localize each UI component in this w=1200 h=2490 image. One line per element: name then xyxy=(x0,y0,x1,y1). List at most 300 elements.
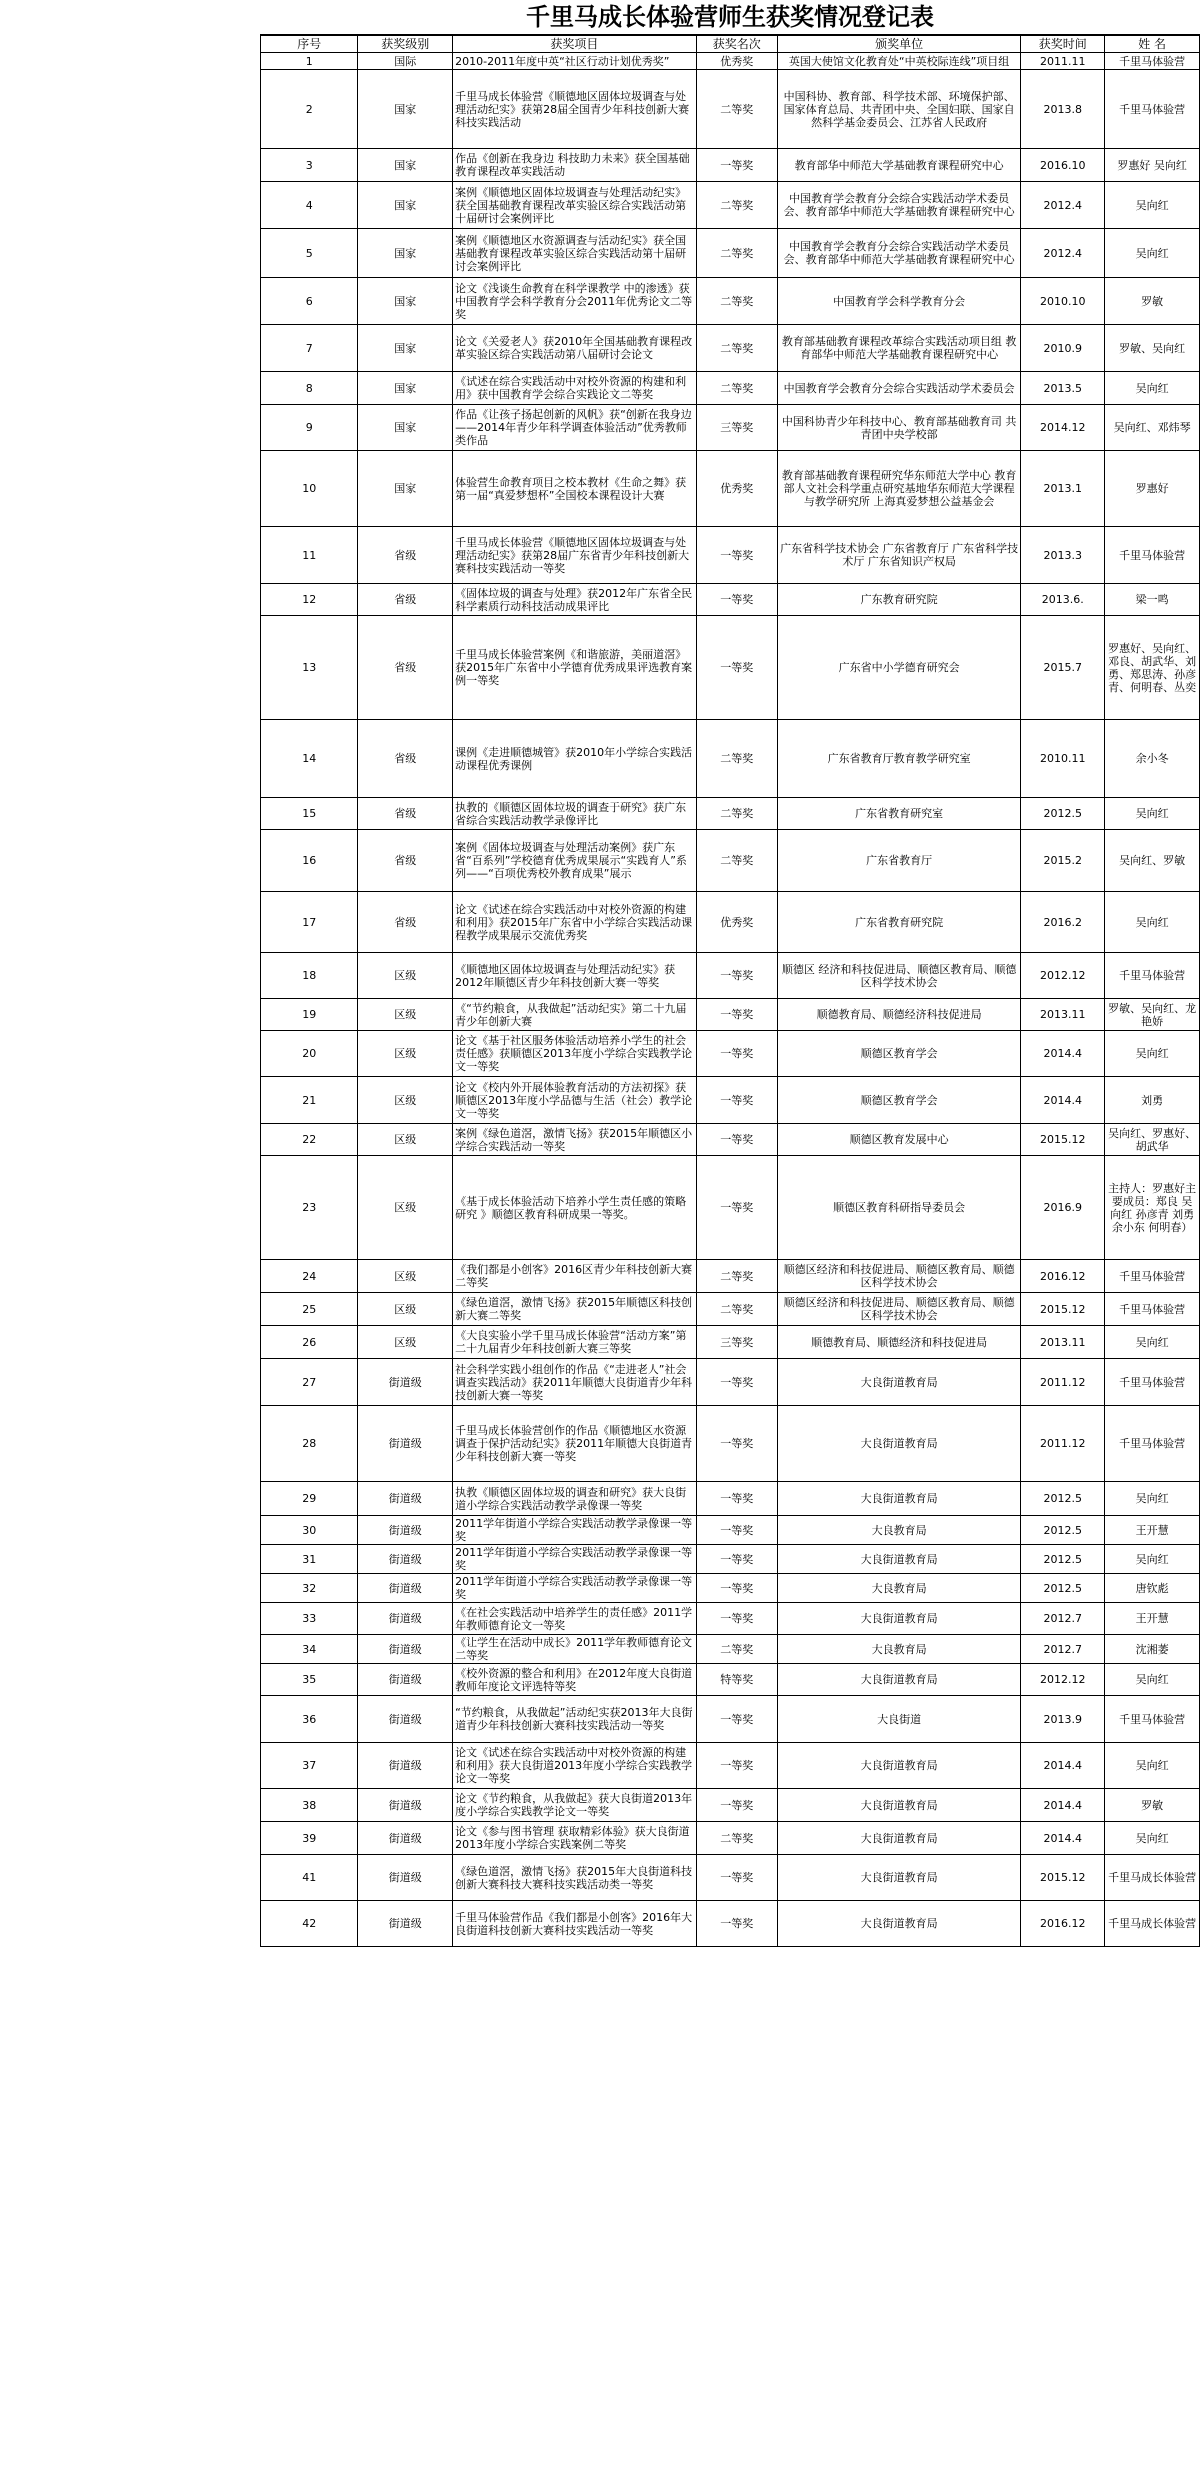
cell-item: 《校外资源的整合和利用》在2012年度大良街道教师年度论文评选特等奖 xyxy=(453,1664,697,1696)
cell-rank: 一等奖 xyxy=(696,1031,777,1077)
cell-no: 41 xyxy=(261,1855,358,1901)
header-level: 获奖级别 xyxy=(358,36,453,53)
table-row xyxy=(261,1406,1200,1482)
cell-rank: 二等奖 xyxy=(696,372,777,405)
cell-org: 中国科协青少年科技中心、教育部基础教育司 共青团中央学校部 xyxy=(777,405,1021,451)
cell-time: 2015.7 xyxy=(1021,616,1105,720)
cell-name: 罗敏、吴向红 xyxy=(1105,325,1200,372)
cell-time: 2013.9 xyxy=(1021,1696,1105,1743)
cell-name: 吴向红 xyxy=(1105,1031,1200,1077)
cell-no: 3 xyxy=(261,149,358,182)
cell-time: 2012.7 xyxy=(1021,1603,1105,1635)
cell-no: 37 xyxy=(261,1743,358,1789)
table-row xyxy=(261,1077,1200,1124)
cell-no: 4 xyxy=(261,182,358,229)
cell-rank: 二等奖 xyxy=(696,182,777,229)
cell-org: 大良教育局 xyxy=(777,1516,1021,1545)
cell-no: 28 xyxy=(261,1406,358,1482)
cell-name: 千里马成长体验营 xyxy=(1105,1855,1200,1901)
cell-item: 作品《让孩子扬起创新的风帆》获“创新在我身边——2014年青少年科学调查体验活动”优秀教师类作品 xyxy=(453,405,697,451)
cell-time: 2010.10 xyxy=(1021,278,1105,325)
cell-no: 18 xyxy=(261,953,358,999)
cell-time: 2010.9 xyxy=(1021,325,1105,372)
cell-level: 省级 xyxy=(358,892,453,953)
cell-no: 9 xyxy=(261,405,358,451)
cell-org: 中国科协、教育部、科学技术部、环境保护部、国家体育总局、共青团中央、全国妇联、国家自然科学基金委员会、江苏省人民政府 xyxy=(777,70,1021,149)
table-row xyxy=(261,1901,1200,1947)
cell-rank: 一等奖 xyxy=(696,1789,777,1822)
table-row xyxy=(261,953,1200,999)
cell-name: 刘勇 xyxy=(1105,1077,1200,1124)
cell-item: 《“节约粮食，从我做起”活动纪实》第二十九届青少年创新大赛 xyxy=(453,999,697,1031)
cell-time: 2014.4 xyxy=(1021,1789,1105,1822)
table-row xyxy=(261,325,1200,372)
cell-time: 2012.5 xyxy=(1021,1516,1105,1545)
cell-no: 11 xyxy=(261,527,358,584)
cell-item: 《让学生在活动中成长》2011学年教师德育论文二等奖 xyxy=(453,1635,697,1664)
table-row xyxy=(261,1545,1200,1574)
cell-item: 千里马成长体验营《顺德地区固体垃圾调查与处理活动纪实》获第28届广东省青少年科技创新大赛科技实践活动一等奖 xyxy=(453,527,697,584)
cell-rank: 二等奖 xyxy=(696,1260,777,1293)
cell-item: 《我们都是小创客》2016区青少年科技创新大赛二等奖 xyxy=(453,1260,697,1293)
awards-table xyxy=(260,35,1200,1947)
cell-org: 顺德区教育科研指导委员会 xyxy=(777,1156,1021,1260)
cell-item: 千里马成长体验营案例《和谐旅游，美丽道滘》获2015年广东省中小学德育优秀成果评选教育案例一等奖 xyxy=(453,616,697,720)
cell-level: 国家 xyxy=(358,451,453,527)
cell-rank: 二等奖 xyxy=(696,325,777,372)
cell-rank: 一等奖 xyxy=(696,1482,777,1516)
cell-level: 街道级 xyxy=(358,1901,453,1947)
cell-rank: 二等奖 xyxy=(696,830,777,892)
cell-item: 论文《参与图书管理 获取精彩体验》获大良街道2013年度小学综合实践案例二等奖 xyxy=(453,1822,697,1855)
cell-time: 2011.11 xyxy=(1021,53,1105,70)
table-row xyxy=(261,1635,1200,1664)
cell-rank: 一等奖 xyxy=(696,1406,777,1482)
cell-name: 沈湘萎 xyxy=(1105,1635,1200,1664)
cell-time: 2012.5 xyxy=(1021,1545,1105,1574)
cell-org: 顺德教育局、顺德经济科技促进局 xyxy=(777,999,1021,1031)
cell-item: 社会科学实践小组创作的作品《“走进老人”社会调查实践活动》获2011年顺德大良街道青少年科技创新大赛一等奖 xyxy=(453,1359,697,1406)
cell-rank: 二等奖 xyxy=(696,70,777,149)
cell-time: 2012.5 xyxy=(1021,1482,1105,1516)
cell-no: 17 xyxy=(261,892,358,953)
cell-no: 24 xyxy=(261,1260,358,1293)
cell-org: 广东教育研究院 xyxy=(777,584,1021,616)
cell-name: 罗惠好 吴向红 xyxy=(1105,149,1200,182)
table-row xyxy=(261,1574,1200,1603)
cell-rank: 二等奖 xyxy=(696,1822,777,1855)
cell-level: 街道级 xyxy=(358,1696,453,1743)
table-row xyxy=(261,798,1200,830)
cell-no: 19 xyxy=(261,999,358,1031)
register-sheet xyxy=(260,0,1200,1947)
cell-no: 27 xyxy=(261,1359,358,1406)
cell-name: 吴向红 xyxy=(1105,182,1200,229)
cell-no: 22 xyxy=(261,1124,358,1156)
cell-level: 街道级 xyxy=(358,1822,453,1855)
cell-rank: 一等奖 xyxy=(696,149,777,182)
cell-level: 区级 xyxy=(358,1031,453,1077)
cell-rank: 一等奖 xyxy=(696,1696,777,1743)
cell-time: 2016.12 xyxy=(1021,1901,1105,1947)
cell-name: 吴向红 xyxy=(1105,798,1200,830)
cell-level: 省级 xyxy=(358,616,453,720)
cell-rank: 优秀奖 xyxy=(696,892,777,953)
cell-name: 罗惠好、吴向红、邓良、胡武华、刘勇、郑思涛、孙彦青、何明春、丛奕 xyxy=(1105,616,1200,720)
cell-no: 39 xyxy=(261,1822,358,1855)
cell-item: 论文《试述在综合实践活动中对校外资源的构建和利用》获大良街道2013年度小学综合实践教学论文一等奖 xyxy=(453,1743,697,1789)
cell-no: 8 xyxy=(261,372,358,405)
cell-time: 2013.11 xyxy=(1021,1326,1105,1359)
cell-org: 广东省教育研究院 xyxy=(777,892,1021,953)
cell-name: 吴向红、邓炜琴 xyxy=(1105,405,1200,451)
cell-rank: 一等奖 xyxy=(696,1574,777,1603)
cell-rank: 一等奖 xyxy=(696,1545,777,1574)
cell-level: 区级 xyxy=(358,1156,453,1260)
cell-level: 区级 xyxy=(358,1124,453,1156)
cell-rank: 一等奖 xyxy=(696,1743,777,1789)
cell-org: 大良街道教育局 xyxy=(777,1603,1021,1635)
cell-time: 2014.12 xyxy=(1021,405,1105,451)
cell-org: 顺德区经济和科技促进局、顺德区教育局、顺德区科学技术协会 xyxy=(777,1293,1021,1326)
cell-org: 教育部基础教育课程改革综合实践活动项目组 教育部华中师范大学基础教育课程研究中心 xyxy=(777,325,1021,372)
cell-org: 顺德区 经济和科技促进局、顺德区教育局、顺德区科学技术协会 xyxy=(777,953,1021,999)
cell-name: 罗惠好 xyxy=(1105,451,1200,527)
cell-level: 国家 xyxy=(358,70,453,149)
cell-no: 6 xyxy=(261,278,358,325)
cell-item: 《在社会实践活动中培养学生的责任感》2011学年教师德育论文一等奖 xyxy=(453,1603,697,1635)
table-row xyxy=(261,999,1200,1031)
cell-level: 国家 xyxy=(358,278,453,325)
cell-org: 大良街道教育局 xyxy=(777,1822,1021,1855)
cell-org: 大良街道教育局 xyxy=(777,1359,1021,1406)
table-row xyxy=(261,584,1200,616)
cell-item: 《试述在综合实践活动中对校外资源的构建和利用》获中国教育学会综合实践论文二等奖 xyxy=(453,372,697,405)
table-row xyxy=(261,1031,1200,1077)
cell-rank: 二等奖 xyxy=(696,229,777,278)
table-row xyxy=(261,1359,1200,1406)
table-row xyxy=(261,1855,1200,1901)
cell-level: 街道级 xyxy=(358,1789,453,1822)
cell-level: 街道级 xyxy=(358,1516,453,1545)
cell-org: 大良教育局 xyxy=(777,1635,1021,1664)
cell-level: 街道级 xyxy=(358,1635,453,1664)
cell-item: 案例《绿色道滘，激情飞扬》获2015年顺德区小学综合实践活动一等奖 xyxy=(453,1124,697,1156)
cell-org: 顺德区教育发展中心 xyxy=(777,1124,1021,1156)
cell-org: 顺德区教育学会 xyxy=(777,1031,1021,1077)
cell-rank: 特等奖 xyxy=(696,1664,777,1696)
cell-item: 2011学年街道小学综合实践活动教学录像课一等奖 xyxy=(453,1574,697,1603)
cell-rank: 优秀奖 xyxy=(696,451,777,527)
header-time: 获奖时间 xyxy=(1021,36,1105,53)
cell-no: 38 xyxy=(261,1789,358,1822)
cell-time: 2016.9 xyxy=(1021,1156,1105,1260)
table-row xyxy=(261,1664,1200,1696)
cell-time: 2013.1 xyxy=(1021,451,1105,527)
cell-rank: 一等奖 xyxy=(696,1901,777,1947)
cell-level: 区级 xyxy=(358,1293,453,1326)
cell-rank: 一等奖 xyxy=(696,1855,777,1901)
table-row xyxy=(261,451,1200,527)
cell-level: 街道级 xyxy=(358,1603,453,1635)
cell-no: 15 xyxy=(261,798,358,830)
cell-org: 大良街道教育局 xyxy=(777,1743,1021,1789)
cell-name: 余小冬 xyxy=(1105,720,1200,798)
cell-org: 广东省教育厅 xyxy=(777,830,1021,892)
cell-org: 教育部基础教育课程研究华东师范大学中心 教育部人文社会科学重点研究基地华东师范大学课程与教学研究所 上海真爱梦想公益基金会 xyxy=(777,451,1021,527)
cell-item: “节约粮食，从我做起”活动纪实获2013年大良街道青少年科技创新大赛科技实践活动一等奖 xyxy=(453,1696,697,1743)
table-row xyxy=(261,1293,1200,1326)
cell-name: 千里马体验营 xyxy=(1105,1293,1200,1326)
table-row xyxy=(261,1326,1200,1359)
cell-level: 省级 xyxy=(358,830,453,892)
cell-org: 广东省科学技术协会 广东省教育厅 广东省科学技术厅 广东省知识产权局 xyxy=(777,527,1021,584)
table-row xyxy=(261,405,1200,451)
cell-item: 体验营生命教育项目之校本教材《生命之舞》获第一届“真爱梦想杯”全国校本课程设计大赛 xyxy=(453,451,697,527)
cell-level: 国家 xyxy=(358,182,453,229)
cell-item: 案例《顺德地区固体垃圾调查与处理活动纪实》获全国基础教育课程改革实验区综合实践活动第十届研讨会案例评比 xyxy=(453,182,697,229)
cell-time: 2014.4 xyxy=(1021,1822,1105,1855)
cell-name: 千里马体验营 xyxy=(1105,1406,1200,1482)
cell-org: 大良街道 xyxy=(777,1696,1021,1743)
table-row xyxy=(261,278,1200,325)
cell-name: 吴向红 xyxy=(1105,229,1200,278)
cell-org: 大良街道教育局 xyxy=(777,1901,1021,1947)
cell-name: 吴向红 xyxy=(1105,372,1200,405)
table-row xyxy=(261,527,1200,584)
cell-time: 2013.3 xyxy=(1021,527,1105,584)
cell-time: 2016.10 xyxy=(1021,149,1105,182)
cell-time: 2015.12 xyxy=(1021,1855,1105,1901)
cell-level: 区级 xyxy=(358,999,453,1031)
cell-rank: 一等奖 xyxy=(696,616,777,720)
cell-name: 千里马体验营 xyxy=(1105,953,1200,999)
cell-level: 省级 xyxy=(358,527,453,584)
cell-no: 5 xyxy=(261,229,358,278)
cell-org: 教育部华中师范大学基础教育课程研究中心 xyxy=(777,149,1021,182)
cell-item: 论文《校内外开展体验教育活动的方法初探》获顺德区2013年度小学品德与生活（社会）教学论文一等奖 xyxy=(453,1077,697,1124)
cell-no: 12 xyxy=(261,584,358,616)
cell-time: 2013.11 xyxy=(1021,999,1105,1031)
cell-time: 2011.12 xyxy=(1021,1406,1105,1482)
cell-time: 2014.4 xyxy=(1021,1031,1105,1077)
cell-no: 36 xyxy=(261,1696,358,1743)
cell-name: 吴向红、罗敏 xyxy=(1105,830,1200,892)
cell-item: 《基于成长体验活动下培养小学生责任感的策略研究 》顺德区教育科研成果一等奖。 xyxy=(453,1156,697,1260)
cell-name: 吴向红 xyxy=(1105,1822,1200,1855)
cell-name: 吴向红 xyxy=(1105,1545,1200,1574)
cell-no: 14 xyxy=(261,720,358,798)
cell-time: 2013.6. xyxy=(1021,584,1105,616)
cell-time: 2012.7 xyxy=(1021,1635,1105,1664)
cell-time: 2012.5 xyxy=(1021,1574,1105,1603)
cell-name: 千里马成长体验营 xyxy=(1105,1901,1200,1947)
cell-name: 千里马体验营 xyxy=(1105,527,1200,584)
cell-item: 千里马成长体验营《顺德地区固体垃圾调查与处理活动纪实》获第28届全国青少年科技创新大赛科技实践活动 xyxy=(453,70,697,149)
table-row xyxy=(261,1156,1200,1260)
cell-item: 论文《浅谈生命教育在科学课教学 中的渗透》获中国教育学会科学教育分会2011年优秀论文二等奖 xyxy=(453,278,697,325)
cell-rank: 一等奖 xyxy=(696,584,777,616)
cell-level: 省级 xyxy=(358,798,453,830)
table-row xyxy=(261,616,1200,720)
cell-level: 国家 xyxy=(358,325,453,372)
cell-name: 千里马体验营 xyxy=(1105,1260,1200,1293)
cell-org: 大良街道教育局 xyxy=(777,1789,1021,1822)
cell-time: 2013.5 xyxy=(1021,372,1105,405)
cell-level: 街道级 xyxy=(358,1406,453,1482)
cell-no: 30 xyxy=(261,1516,358,1545)
cell-no: 32 xyxy=(261,1574,358,1603)
cell-name: 吴向红 xyxy=(1105,1482,1200,1516)
cell-org: 中国教育学会教育分会综合实践活动学术委员会、教育部华中师范大学基础教育课程研究中心 xyxy=(777,229,1021,278)
cell-level: 街道级 xyxy=(358,1574,453,1603)
cell-no: 23 xyxy=(261,1156,358,1260)
cell-no: 16 xyxy=(261,830,358,892)
cell-item: 《绿色道滘，激情飞扬》获2015年大良街道科技创新大赛科技大赛科技实践活动类一等奖 xyxy=(453,1855,697,1901)
table-row xyxy=(261,1743,1200,1789)
cell-level: 街道级 xyxy=(358,1664,453,1696)
table-row xyxy=(261,1124,1200,1156)
cell-level: 区级 xyxy=(358,1326,453,1359)
cell-time: 2012.12 xyxy=(1021,953,1105,999)
cell-time: 2012.4 xyxy=(1021,229,1105,278)
cell-no: 26 xyxy=(261,1326,358,1359)
cell-org: 顺德教育局、顺德经济和科技促进局 xyxy=(777,1326,1021,1359)
page-title: 千里马成长体验营师生获奖情况登记表 xyxy=(260,0,1200,35)
table-row xyxy=(261,372,1200,405)
table-row xyxy=(261,1822,1200,1855)
cell-name: 罗敏 xyxy=(1105,278,1200,325)
cell-time: 2016.12 xyxy=(1021,1260,1105,1293)
header-item: 获奖项目 xyxy=(453,36,697,53)
cell-no: 34 xyxy=(261,1635,358,1664)
cell-org: 广东省教育厅教育教学研究室 xyxy=(777,720,1021,798)
cell-name: 王开慧 xyxy=(1105,1603,1200,1635)
cell-org: 顺德区教育学会 xyxy=(777,1077,1021,1124)
table-row xyxy=(261,1789,1200,1822)
cell-rank: 一等奖 xyxy=(696,1156,777,1260)
table-row xyxy=(261,1260,1200,1293)
cell-level: 国家 xyxy=(358,149,453,182)
cell-time: 2010.11 xyxy=(1021,720,1105,798)
cell-time: 2015.12 xyxy=(1021,1293,1105,1326)
table-row xyxy=(261,149,1200,182)
cell-name: 吴向红 xyxy=(1105,1743,1200,1789)
table-row xyxy=(261,53,1200,70)
cell-no: 10 xyxy=(261,451,358,527)
cell-time: 2014.4 xyxy=(1021,1077,1105,1124)
cell-org: 大良街道教育局 xyxy=(777,1855,1021,1901)
cell-name: 唐钦彪 xyxy=(1105,1574,1200,1603)
cell-rank: 二等奖 xyxy=(696,720,777,798)
cell-level: 国家 xyxy=(358,229,453,278)
cell-rank: 二等奖 xyxy=(696,1635,777,1664)
cell-item: 论文《基于社区服务体验活动培养小学生的社会责任感》获顺德区2013年度小学综合实践教学论文一等奖 xyxy=(453,1031,697,1077)
cell-name: 梁一鸣 xyxy=(1105,584,1200,616)
cell-org: 大良街道教育局 xyxy=(777,1406,1021,1482)
table-row xyxy=(261,1516,1200,1545)
cell-item: 作品《创新在我身边 科技助力未来》获全国基础教育课程改革实践活动 xyxy=(453,149,697,182)
cell-rank: 一等奖 xyxy=(696,999,777,1031)
cell-no: 2 xyxy=(261,70,358,149)
cell-item: 千里马成长体验营创作的作品《顺德地区水资源调查于保护活动纪实》获2011年顺德大良街道青少年科技创新大赛一等奖 xyxy=(453,1406,697,1482)
cell-name: 吴向红 xyxy=(1105,1664,1200,1696)
cell-no: 25 xyxy=(261,1293,358,1326)
cell-level: 街道级 xyxy=(358,1855,453,1901)
cell-item: 课例《走进顺德城管》获2010年小学综合实践活动课程优秀课例 xyxy=(453,720,697,798)
cell-time: 2012.5 xyxy=(1021,798,1105,830)
cell-no: 35 xyxy=(261,1664,358,1696)
cell-org: 大良街道教育局 xyxy=(777,1545,1021,1574)
cell-item: 论文《节约粮食，从我做起》获大良街道2013年度小学综合实践教学论文一等奖 xyxy=(453,1789,697,1822)
cell-item: 2011学年街道小学综合实践活动教学录像课一等奖 xyxy=(453,1545,697,1574)
cell-level: 区级 xyxy=(358,1077,453,1124)
cell-org: 广东省教育研究室 xyxy=(777,798,1021,830)
cell-level: 国家 xyxy=(358,405,453,451)
cell-org: 英国大使馆文化教育处“中英校际连线”项目组 xyxy=(777,53,1021,70)
cell-level: 街道级 xyxy=(358,1359,453,1406)
cell-level: 区级 xyxy=(358,1260,453,1293)
cell-name: 千里马体验营 xyxy=(1105,1359,1200,1406)
cell-item: 执教的《顺德区固体垃圾的调查于研究》获广东省综合实践活动教学录像评比 xyxy=(453,798,697,830)
cell-item: 案例《顺德地区水资源调查与活动纪实》获全国基础教育课程改革实验区综合实践活动第十届研讨会案例评比 xyxy=(453,229,697,278)
cell-org: 中国教育学会教育分会综合实践活动学术委员会 xyxy=(777,372,1021,405)
header-org: 颁奖单位 xyxy=(777,36,1021,53)
cell-name: 罗敏 xyxy=(1105,1789,1200,1822)
table-row xyxy=(261,229,1200,278)
cell-no: 7 xyxy=(261,325,358,372)
cell-name: 千里马体验营 xyxy=(1105,70,1200,149)
cell-no: 42 xyxy=(261,1901,358,1947)
table-row xyxy=(261,182,1200,229)
cell-item: 《固体垃圾的调查与处理》获2012年广东省全民科学素质行动科技活动成果评比 xyxy=(453,584,697,616)
cell-name: 吴向红、罗惠好、胡武华 xyxy=(1105,1124,1200,1156)
cell-time: 2014.4 xyxy=(1021,1743,1105,1789)
cell-level: 国家 xyxy=(358,372,453,405)
cell-rank: 一等奖 xyxy=(696,953,777,999)
table-row xyxy=(261,1603,1200,1635)
cell-rank: 一等奖 xyxy=(696,1359,777,1406)
cell-org: 中国教育学会科学教育分会 xyxy=(777,278,1021,325)
cell-name: 千里马体验营 xyxy=(1105,53,1200,70)
cell-no: 1 xyxy=(261,53,358,70)
cell-time: 2015.2 xyxy=(1021,830,1105,892)
cell-rank: 一等奖 xyxy=(696,527,777,584)
cell-item: 执教《顺德区固体垃圾的调查和研究》获大良街道小学综合实践活动教学录像课一等奖 xyxy=(453,1482,697,1516)
cell-level: 省级 xyxy=(358,584,453,616)
cell-no: 21 xyxy=(261,1077,358,1124)
cell-rank: 优秀奖 xyxy=(696,53,777,70)
cell-name: 吴向红 xyxy=(1105,892,1200,953)
cell-org: 大良街道教育局 xyxy=(777,1664,1021,1696)
cell-rank: 三等奖 xyxy=(696,405,777,451)
cell-time: 2012.4 xyxy=(1021,182,1105,229)
cell-time: 2012.12 xyxy=(1021,1664,1105,1696)
cell-no: 20 xyxy=(261,1031,358,1077)
cell-rank: 二等奖 xyxy=(696,1293,777,1326)
cell-item: 《大良实验小学千里马成长体验营“活动方案”第二十九届青少年科技创新大赛三等奖 xyxy=(453,1326,697,1359)
cell-rank: 三等奖 xyxy=(696,1326,777,1359)
cell-time: 2015.12 xyxy=(1021,1124,1105,1156)
cell-name: 罗敏、吴向红、龙艳娇 xyxy=(1105,999,1200,1031)
cell-no: 31 xyxy=(261,1545,358,1574)
cell-item: 2010-2011年度中英“社区行动计划优秀奖” xyxy=(453,53,697,70)
cell-org: 大良街道教育局 xyxy=(777,1482,1021,1516)
cell-item: 《绿色道滘，激情飞扬》获2015年顺德区科技创新大赛二等奖 xyxy=(453,1293,697,1326)
cell-name: 主持人：罗惠好主要成员：郑良 吴向红 孙彦青 刘勇 余小东 何明春） xyxy=(1105,1156,1200,1260)
cell-rank: 一等奖 xyxy=(696,1124,777,1156)
cell-level: 省级 xyxy=(358,720,453,798)
